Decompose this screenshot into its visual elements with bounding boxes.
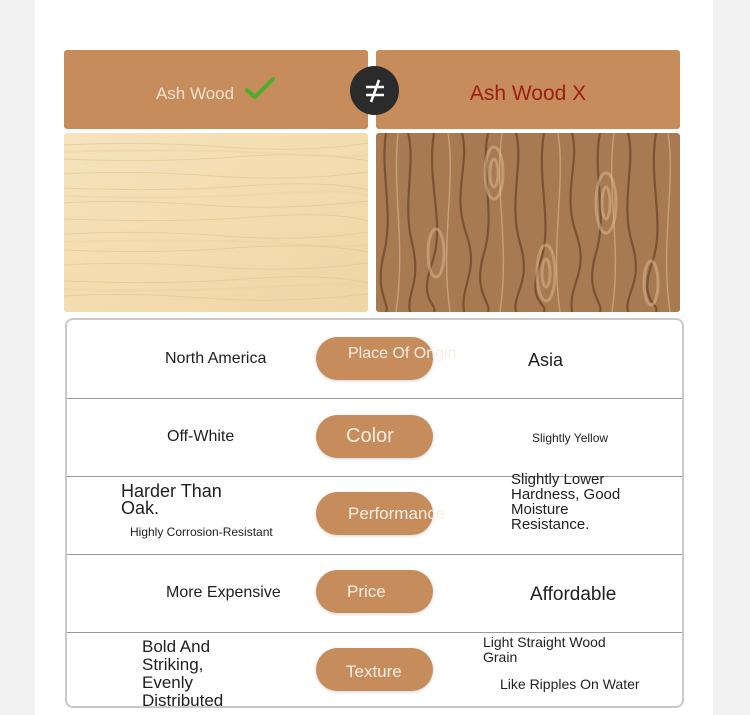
- header-ash-wood-label: Ash Wood: [155, 83, 235, 103]
- performance-left-sub: Highly Corrosion-Resistant: [130, 525, 273, 539]
- texture-right: Light Straight Wood Grain: [483, 634, 606, 665]
- price-left: More Expensive: [166, 584, 281, 601]
- not-equal-icon: [350, 66, 399, 115]
- performance-left: Harder Than Oak.: [121, 481, 222, 518]
- table-row: [67, 633, 682, 710]
- header-ash-wood-x: [376, 50, 680, 129]
- pill-label: Price: [347, 582, 386, 601]
- table-row: [67, 399, 682, 476]
- pill-label: Performance: [348, 504, 446, 523]
- price-right: Affordable: [530, 584, 617, 605]
- table-row: [67, 555, 682, 632]
- comparison-table: [65, 318, 684, 708]
- table-row: [67, 320, 682, 398]
- ash-wood-x-swatch: [376, 133, 680, 312]
- pill-performance: [316, 492, 446, 535]
- pill-texture: [316, 648, 433, 691]
- pill-color: [316, 415, 433, 458]
- origin-right: Asia: [528, 350, 564, 370]
- origin-left: North America: [165, 350, 267, 367]
- performance-right: Slightly Lower Hardness, Good Moisture Resistance.: [511, 471, 621, 533]
- pill-price: [316, 570, 433, 613]
- color-left: Off-White: [167, 428, 235, 445]
- pill-place-of-origin: [316, 337, 457, 380]
- ash-wood-swatch: [64, 133, 368, 312]
- header-ash-wood-x-label: Ash Wood X: [469, 81, 587, 105]
- color-right: Slightly Yellow: [532, 431, 609, 445]
- header-ash-wood: [64, 50, 368, 129]
- pill-label: Place Of Origin: [348, 345, 457, 362]
- check-icon: [244, 76, 276, 107]
- pill-label: Texture: [346, 662, 402, 681]
- texture-right-sub: Like Ripples On Water: [500, 676, 640, 692]
- texture-left: Bold And Striking, Evenly Distributed: [142, 637, 224, 710]
- table-row: [67, 471, 682, 554]
- pill-label: Color: [346, 425, 394, 447]
